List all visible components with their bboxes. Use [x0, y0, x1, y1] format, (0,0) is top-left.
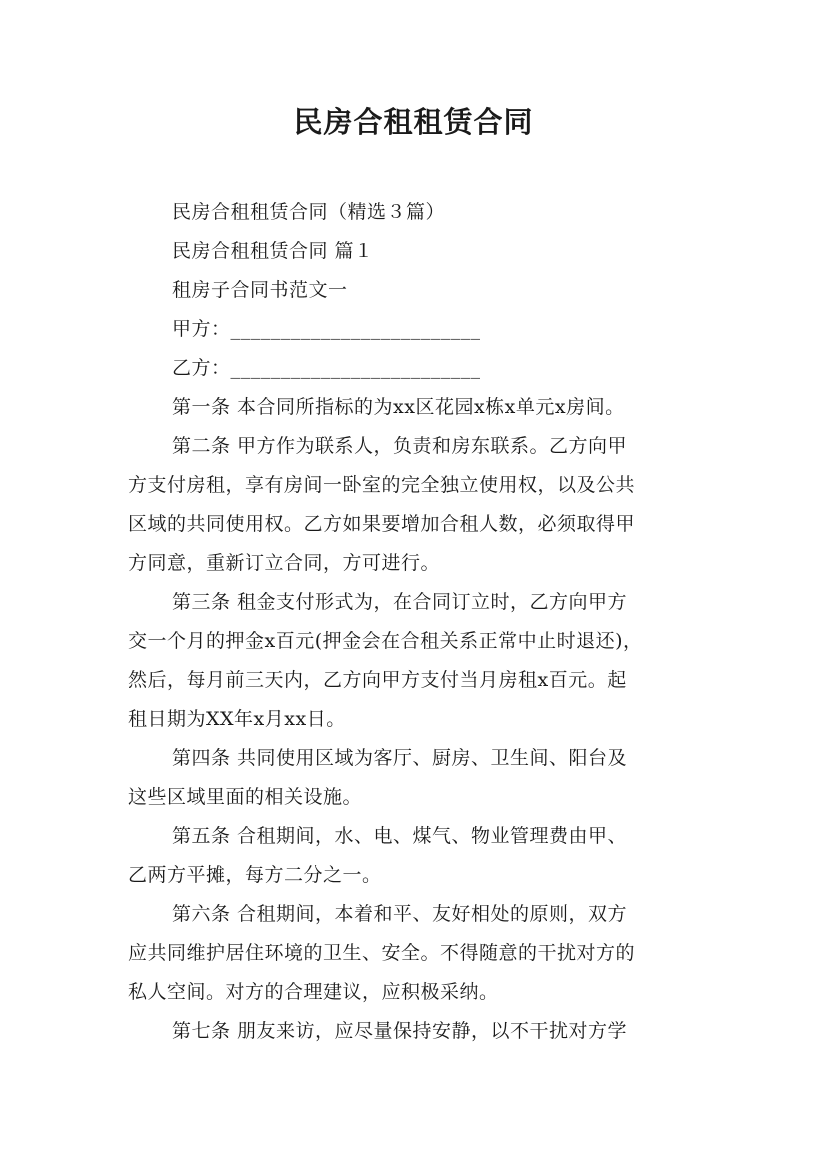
body-line: 第五条 合租期间，水、电、煤气、物业管理费由甲、 — [172, 825, 628, 847]
body-line: 私人空间。对方的合理建议，应积极采纳。 — [128, 981, 499, 1003]
body-line: 然后，每月前三天内，乙方向甲方支付当月房租x百元。起 — [128, 669, 627, 691]
body-line: 第一条 本合同所指标的为xx区花园x栋x单元x房间。 — [172, 396, 625, 418]
body-line: 民房合租租赁合同（精选３篇） — [172, 201, 446, 223]
body-line: 应共同维护居住环境的卫生、安全。不得随意的干扰对方的 — [128, 942, 636, 964]
body-line: 第四条 共同使用区域为客厅、厨房、卫生间、阳台及 — [172, 747, 628, 769]
body-line: 第六条 合租期间，本着和平、友好相处的原则，双方 — [172, 903, 628, 925]
body-line: 交一个月的押金x百元(押金会在合租关系正常中止时退还)， — [128, 630, 643, 652]
body-line: 租日期为XX年x月xx日。 — [128, 708, 346, 730]
body-line: 方同意，重新订立合同，方可进行。 — [128, 552, 441, 574]
body-line: 乙两方平摊，每方二分之一。 — [128, 864, 382, 886]
body-line: 区域的共同使用权。乙方如果要增加合租人数，必须取得甲 — [128, 513, 636, 535]
body-line: 第二条 甲方作为联系人，负责和房东联系。乙方向甲 — [172, 435, 628, 457]
body-line: 第七条 朋友来访，应尽量保持安静，以不干扰对方学 — [172, 1020, 628, 1042]
body-line: 方支付房租，享有房间一卧室的完全独立使用权，以及公共 — [128, 474, 636, 496]
party-b-line: 乙方：_________________________ — [172, 357, 481, 379]
document-title: 民房合租租赁合同 — [293, 105, 534, 139]
document-body — [128, 193, 708, 1051]
body-line: 这些区域里面的相关设施。 — [128, 786, 363, 808]
party-a-line: 甲方：_________________________ — [172, 318, 481, 340]
body-line: 租房子合同书范文一 — [172, 279, 348, 301]
body-line: 第三条 租金支付形式为，在合同订立时，乙方向甲方 — [172, 591, 628, 613]
body-line: 民房合租租赁合同 篇１ — [172, 240, 374, 262]
